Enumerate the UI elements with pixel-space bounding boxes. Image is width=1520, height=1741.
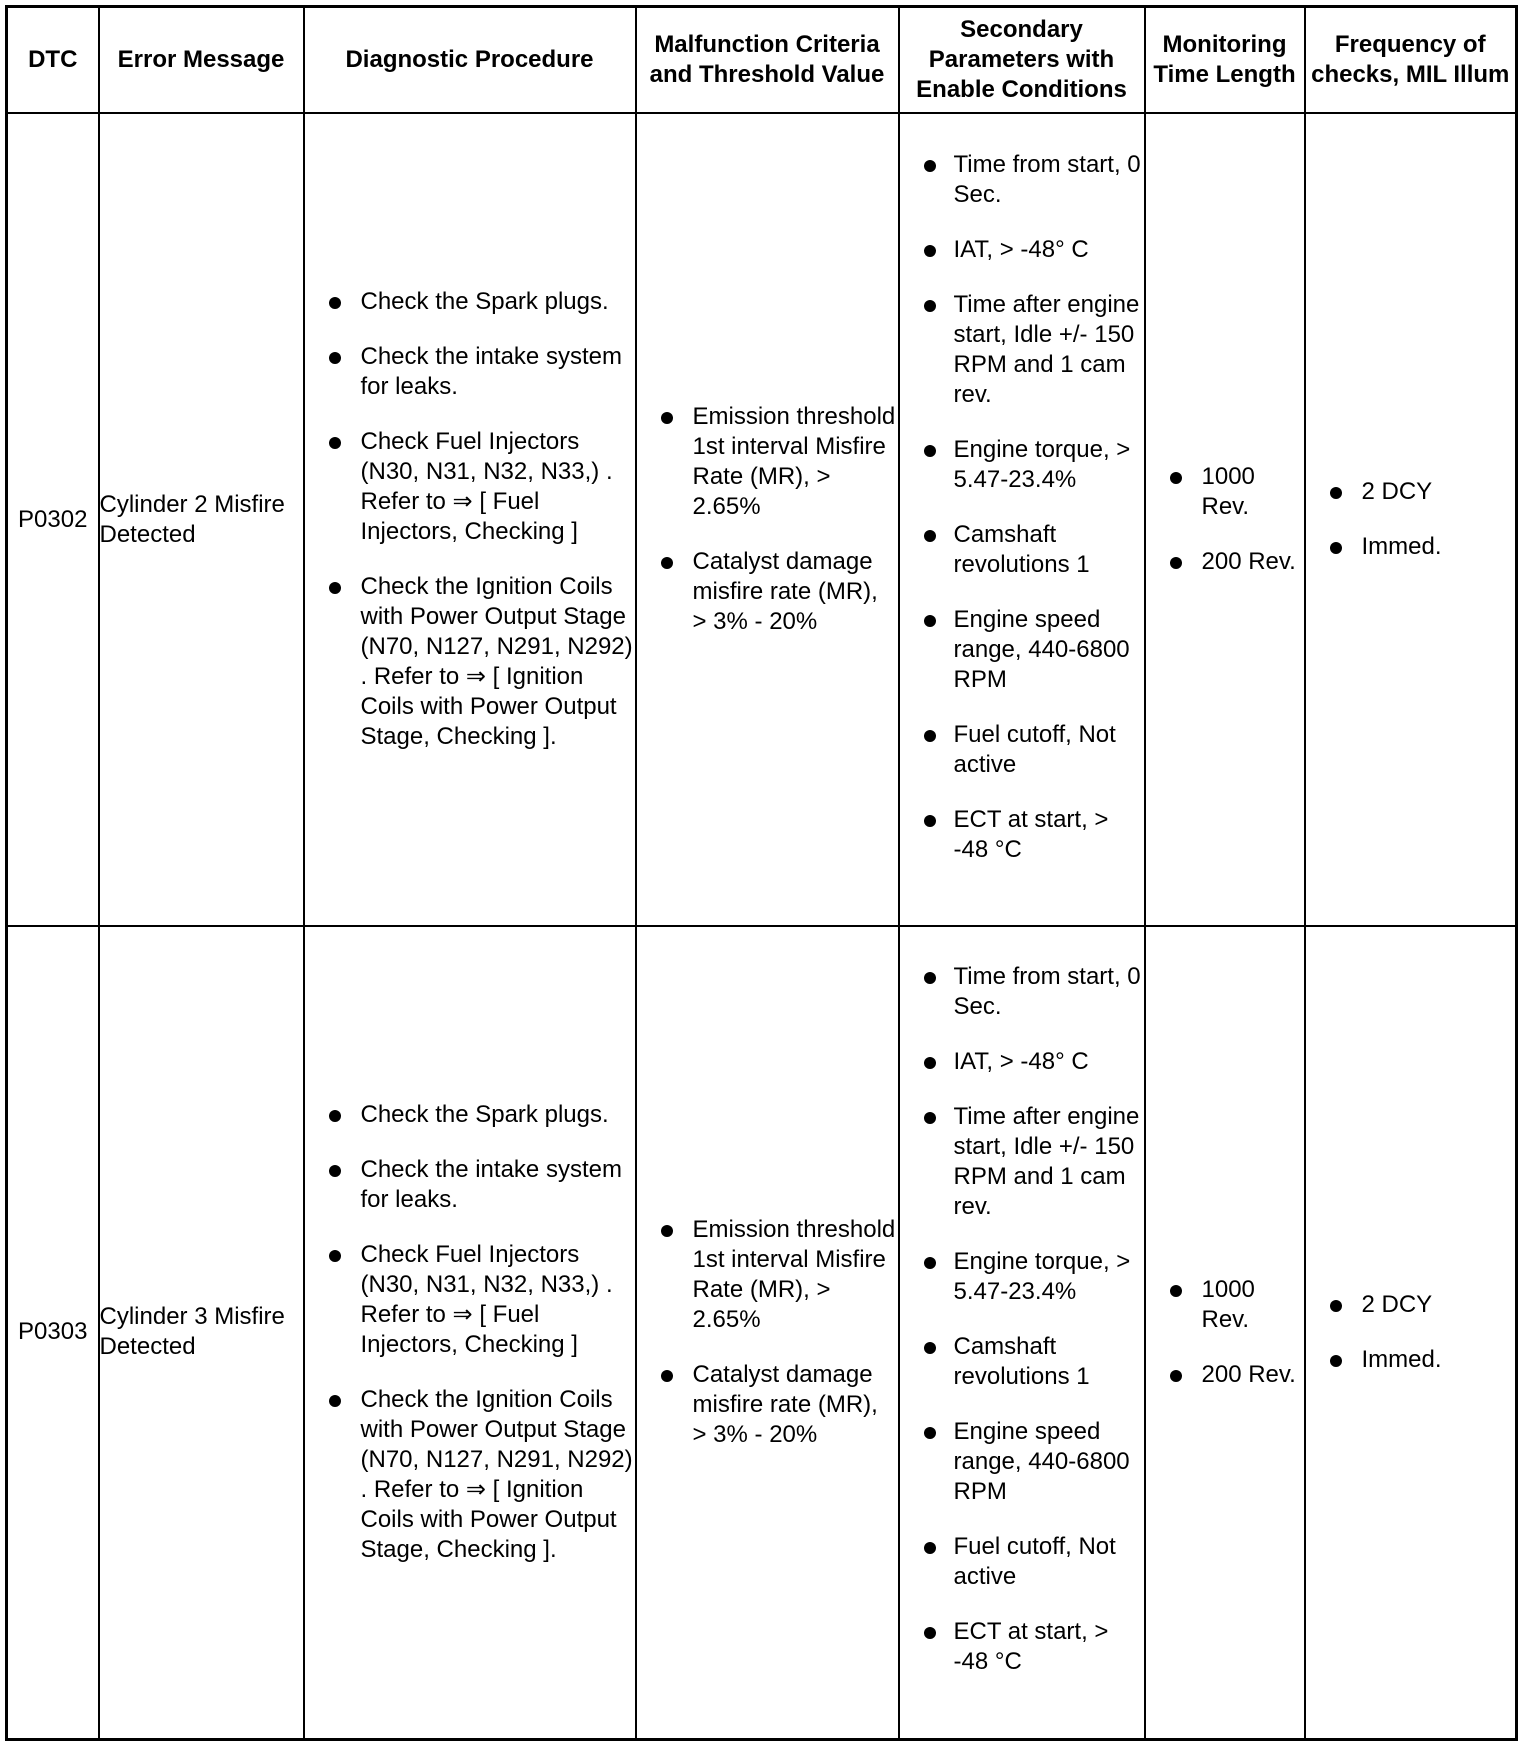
list-item: Fuel cutoff, Not active: [908, 1532, 1144, 1592]
list-item: Check Fuel Injectors (N30, N31, N32, N33,) . Refer to ⇒ [ Fuel Injectors, Checking ]: [313, 427, 635, 547]
list-item: Check the Ignition Coils with Power Output Stage (N70, N127, N291, N292) . Refer to ⇒ [ Ignition Coils with Power Output Stage, Checking ].: [313, 572, 635, 752]
list-item: Engine torque, > 5.47-23.4%: [908, 435, 1144, 495]
list-item: Immed.: [1314, 532, 1516, 562]
header-dtc: DTC: [7, 7, 99, 114]
malfunction-criteria-cell: [636, 113, 899, 926]
header-malfunction-criteria: Malfunction Criteria and Threshold Value: [636, 7, 899, 114]
list-item: Time from start, 0 Sec.: [908, 962, 1144, 1022]
list-item: 1000 Rev.: [1154, 1275, 1304, 1335]
dtc-table: [5, 5, 1518, 1741]
frequency-cell: [1305, 113, 1517, 926]
dtc-table-container: [5, 5, 1518, 1741]
table-row: [7, 113, 1517, 926]
list-item: Camshaft revolutions 1: [908, 1332, 1144, 1392]
list-item: Catalyst damage misfire rate (MR), > 3% - 20%: [645, 547, 898, 637]
list-item: Check the intake system for leaks.: [313, 1155, 635, 1215]
frequency-cell: [1305, 926, 1517, 1739]
table-row: [7, 926, 1517, 1739]
list-item: 200 Rev.: [1154, 1360, 1304, 1390]
list-item: Check the Spark plugs.: [313, 287, 635, 317]
header-monitoring-time: Monitoring Time Length: [1145, 7, 1305, 114]
diagnostic-procedure-cell: [304, 113, 636, 926]
list-item: Emission threshold 1st interval Misfire Rate (MR), > 2.65%: [645, 402, 898, 522]
list-item: Time after engine start, Idle +/- 150 RPM and 1 cam rev.: [908, 290, 1144, 410]
list-item: 2 DCY: [1314, 1290, 1516, 1320]
header-error-message: Error Message: [99, 7, 304, 114]
list-item: 1000 Rev.: [1154, 462, 1304, 522]
secondary-parameters-cell: [899, 926, 1145, 1739]
malfunction-criteria-cell: [636, 926, 899, 1739]
list-item: Check the Spark plugs.: [313, 1100, 635, 1130]
list-item: Engine torque, > 5.47-23.4%: [908, 1247, 1144, 1307]
list-item: Engine speed range, 440-6800 RPM: [908, 1417, 1144, 1507]
list-item: Fuel cutoff, Not active: [908, 720, 1144, 780]
diagnostic-procedure-cell: [304, 926, 636, 1739]
list-item: Check Fuel Injectors (N30, N31, N32, N33,) . Refer to ⇒ [ Fuel Injectors, Checking ]: [313, 1240, 635, 1360]
list-item: ECT at start, > -48 °C: [908, 1617, 1144, 1677]
list-item: Immed.: [1314, 1345, 1516, 1375]
header-diagnostic-procedure: Diagnostic Procedure: [304, 7, 636, 114]
list-item: Camshaft revolutions 1: [908, 520, 1144, 580]
list-item: IAT, > -48° C: [908, 1047, 1144, 1077]
list-item: Check the intake system for leaks.: [313, 342, 635, 402]
error-message: Cylinder 3 Misfire Detected: [99, 926, 304, 1739]
header-secondary-parameters: Secondary Parameters with Enable Conditions: [899, 7, 1145, 114]
header-row: [7, 7, 1517, 114]
list-item: ECT at start, > -48 °C: [908, 805, 1144, 865]
list-item: Engine speed range, 440-6800 RPM: [908, 605, 1144, 695]
list-item: Emission threshold 1st interval Misfire Rate (MR), > 2.65%: [645, 1215, 898, 1335]
monitoring-time-cell: [1145, 926, 1305, 1739]
list-item: Time after engine start, Idle +/- 150 RPM and 1 cam rev.: [908, 1102, 1144, 1222]
list-item: Time from start, 0 Sec.: [908, 150, 1144, 210]
list-item: 200 Rev.: [1154, 547, 1304, 577]
list-item: Check the Ignition Coils with Power Output Stage (N70, N127, N291, N292) . Refer to ⇒ [ Ignition Coils with Power Output Stage, Checking ].: [313, 1385, 635, 1565]
header-frequency: Frequency of checks, MIL Illum: [1305, 7, 1517, 114]
error-message: Cylinder 2 Misfire Detected: [99, 113, 304, 926]
monitoring-time-cell: [1145, 113, 1305, 926]
secondary-parameters-cell: [899, 113, 1145, 926]
list-item: 2 DCY: [1314, 477, 1516, 507]
list-item: IAT, > -48° C: [908, 235, 1144, 265]
list-item: Catalyst damage misfire rate (MR), > 3% - 20%: [645, 1360, 898, 1450]
dtc-code: P0302: [7, 113, 99, 926]
dtc-code: P0303: [7, 926, 99, 1739]
